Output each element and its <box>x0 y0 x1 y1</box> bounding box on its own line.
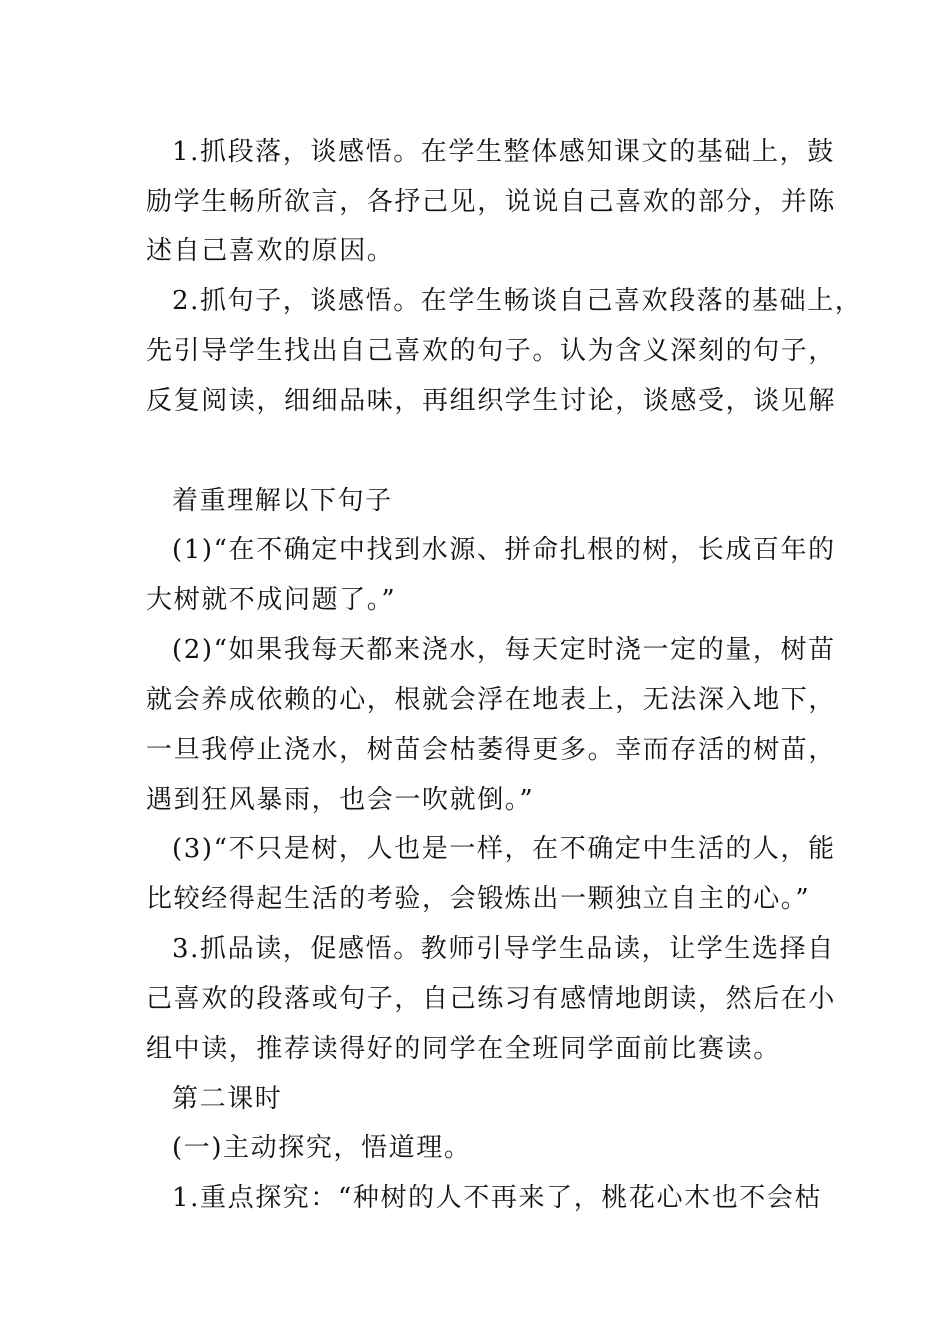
quote-1-line-2: 大树就不成问题了。” <box>146 585 397 615</box>
quote-3-line-1: (3)“不只是树，人也是一样，在不确定中生活的人，能 <box>172 834 836 864</box>
quote-2-line-1: (2)“如果我每天都来浇水，每天定时浇一定的量，树苗 <box>172 635 836 665</box>
focus-heading: 着重理解以下句子 <box>172 486 393 516</box>
quote-1-line-1: (1)“在不确定中找到水源、拼命扎根的树，长成百年的 <box>172 535 836 565</box>
paragraph-2-line-2: 先引导学生找出自己喜欢的句子。认为含义深刻的句子， <box>146 336 837 366</box>
paragraph-3-line-1: 3.抓品读，促感悟。教师引导学生品读，让学生选择自 <box>172 934 835 964</box>
quote-2-line-2: 就会养成依赖的心，根就会浮在地表上，无法深入地下， <box>146 685 837 715</box>
paragraph-2-line-3: 反复阅读，细细品味，再组织学生讨论，谈感受，谈见解 <box>146 386 837 416</box>
subsection-heading: (一)主动探究，悟道理。 <box>172 1133 472 1163</box>
paragraph-1-line-2: 励学生畅所欲言，各抒己见，说说自己喜欢的部分，并陈 <box>146 187 837 217</box>
paragraph-2-line-1: 2.抓句子，谈感悟。在学生畅谈自己喜欢段落的基础上， <box>172 286 863 316</box>
paragraph-4-line-1: 1.重点探究：“种树的人不再来了，桃花心木也不会枯 <box>172 1183 823 1213</box>
quote-2-line-3: 一旦我停止浇水，树苗会枯萎得更多。幸而存活的树苗， <box>146 735 837 765</box>
paragraph-3-line-3: 组中读，推荐读得好的同学在全班同学面前比赛读。 <box>146 1034 781 1064</box>
paragraph-1-line-3: 述自己喜欢的原因。 <box>146 236 395 266</box>
section-heading: 第二课时 <box>172 1084 283 1114</box>
paragraph-3-line-2: 己喜欢的段落或句子，自己练习有感情地朗读，然后在小 <box>146 984 837 1014</box>
paragraph-1-line-1: 1.抓段落，谈感悟。在学生整体感知课文的基础上，鼓 <box>172 137 835 167</box>
quote-2-line-4: 遇到狂风暴雨，也会一吹就倒。” <box>146 785 535 815</box>
quote-3-line-2: 比较经得起生活的考验，会锻炼出一颗独立自主的心。” <box>146 884 811 914</box>
